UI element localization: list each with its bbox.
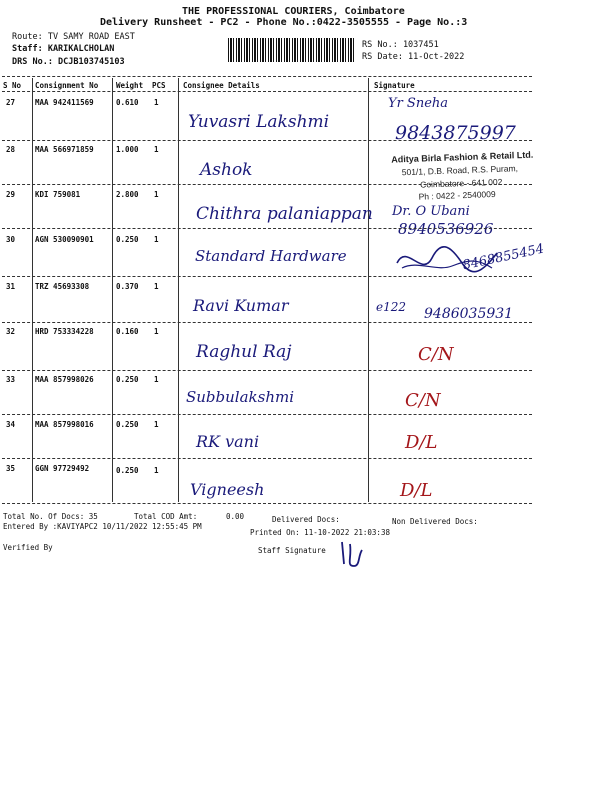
rs-date: RS Date: 11-Oct-2022: [362, 52, 465, 62]
row-divider: [2, 276, 532, 277]
row-weight: 0.250: [116, 375, 139, 384]
signature-phone: 8468855454: [461, 241, 546, 274]
col-header-consignment: Consignment No: [35, 81, 99, 90]
row-pcs: 1: [154, 235, 159, 244]
row-divider: [2, 140, 532, 141]
consignee-name: Yuvasri Lakshmi: [188, 112, 330, 132]
signature-status: C/N: [418, 344, 454, 365]
signature-name: Dr. O Ubani: [392, 204, 470, 219]
consignee-name: Raghul Raj: [196, 342, 292, 362]
row-weight: 0.370: [116, 282, 139, 291]
row-pcs: 1: [154, 466, 159, 475]
col-header-pcs: PCS: [152, 81, 166, 90]
row-divider: [2, 414, 532, 415]
consignee-name: RK vani: [196, 432, 260, 451]
row-divider: [2, 370, 532, 371]
company-stamp: [391, 149, 541, 206]
consignee-name: Chithra palaniappan: [196, 204, 373, 224]
signature-status: D/L: [400, 480, 433, 501]
row-sno: 27: [6, 98, 16, 107]
stamp-line: Ph : 0422 - 2540009: [418, 188, 496, 202]
barcode: [228, 38, 356, 62]
consignee-name: Standard Hardware: [195, 247, 347, 265]
drs-label: DRS No.: DCJB103745103: [12, 57, 125, 67]
route-label: Route: TV SAMY ROAD EAST: [12, 32, 135, 42]
staff-label: Staff: KARIKALCHOLAN: [12, 44, 115, 54]
row-consignment: HRD 753334228: [35, 327, 94, 336]
row-divider: [2, 184, 532, 185]
row-weight: 2.800: [116, 190, 139, 199]
row-consignment: TRZ 45693308: [35, 282, 90, 291]
row-consignment: MAA 857998026: [35, 375, 94, 384]
row-sno: 30: [6, 235, 16, 244]
runsheet-title: Delivery Runsheet - PC2 - Phone No.:0422-3505555 - Page No.:3: [100, 17, 468, 28]
col-header-weight: Weight: [116, 81, 144, 90]
total-docs: Total No. Of Docs: 35: [3, 512, 98, 521]
signature-status: D/L: [405, 432, 438, 453]
staff-signature-icon: [336, 538, 366, 570]
table-bottom-rule: [2, 503, 532, 504]
stamp-line: Coimbatore - 641 002: [420, 176, 503, 190]
non-delivered-docs: Non Delivered Docs:: [392, 517, 478, 526]
column-divider: [368, 78, 369, 502]
stamp-line: Aditya Birla Fashion & Retail Ltd.: [391, 149, 534, 165]
signature-status: C/N: [405, 390, 441, 411]
consignee-name: Vigneesh: [190, 480, 265, 499]
entered-by: Entered By :KAVIYAPC2 10/11/2022 12:55:45 PM: [3, 522, 202, 531]
row-consignment: MAA 942411569: [35, 98, 94, 107]
signature-name: Yr Sneha: [388, 96, 449, 111]
header-bottom-rule: [2, 91, 532, 92]
row-weight: 0.160: [116, 327, 139, 336]
total-cod-value: 0.00: [226, 512, 245, 521]
col-header-signature: Signature: [374, 81, 415, 90]
delivered-docs: Delivered Docs:: [272, 515, 340, 524]
row-weight: 0.250: [116, 420, 139, 429]
column-divider: [178, 78, 179, 502]
row-consignment: MAA 857998016: [35, 420, 94, 429]
column-divider: [112, 78, 113, 502]
row-consignment: GGN 97729492: [35, 464, 90, 473]
row-weight: 0.250: [116, 235, 139, 244]
row-pcs: 1: [154, 420, 159, 429]
row-weight: 1.000: [116, 145, 139, 154]
col-header-consignee: Consignee Details: [183, 81, 260, 90]
stamp-line: 501/1, D.B. Road, R.S. Puram,: [401, 163, 519, 178]
row-sno: 28: [6, 145, 16, 154]
row-sno: 31: [6, 282, 16, 291]
row-divider: [2, 458, 532, 459]
row-sno: 33: [6, 375, 16, 384]
company-title: THE PROFESSIONAL COURIERS, Coimbatore: [182, 6, 405, 17]
row-weight: 0.610: [116, 98, 139, 107]
verified-by: Verified By: [3, 543, 53, 552]
consignee-name: Ravi Kumar: [193, 296, 289, 315]
row-weight: 0.250: [116, 466, 139, 475]
row-divider: [2, 228, 532, 229]
row-pcs: 1: [154, 327, 159, 336]
consignee-name: Ashok: [200, 160, 253, 180]
row-consignment: KDI 759081: [35, 190, 81, 199]
row-consignment: AGN 530090901: [35, 235, 94, 244]
table-top-rule: [2, 76, 532, 77]
signature-phone: 9486035931: [424, 306, 514, 322]
consignee-name: Subbulakshmi: [186, 388, 295, 406]
signature-name: e122: [376, 300, 407, 314]
row-pcs: 1: [154, 190, 159, 199]
printed-on: Printed On: 11-10-2022 21:03:38: [250, 528, 390, 537]
signature-phone: 9843875997: [395, 122, 516, 144]
row-pcs: 1: [154, 282, 159, 291]
rs-no: RS No.: 1037451: [362, 40, 439, 50]
row-sno: 29: [6, 190, 16, 199]
row-pcs: 1: [154, 145, 159, 154]
row-divider: [2, 322, 532, 323]
total-cod-label: Total COD Amt:: [134, 512, 198, 521]
row-consignment: MAA 566971859: [35, 145, 94, 154]
staff-signature-label: Staff Signature: [258, 546, 326, 555]
signature-phone: 8940536926: [398, 220, 494, 238]
row-sno: 34: [6, 420, 16, 429]
column-divider: [32, 78, 33, 502]
row-sno: 35: [6, 464, 16, 473]
row-pcs: 1: [154, 375, 159, 384]
row-sno: 32: [6, 327, 16, 336]
row-pcs: 1: [154, 98, 159, 107]
col-header-sno: S No: [3, 81, 22, 90]
